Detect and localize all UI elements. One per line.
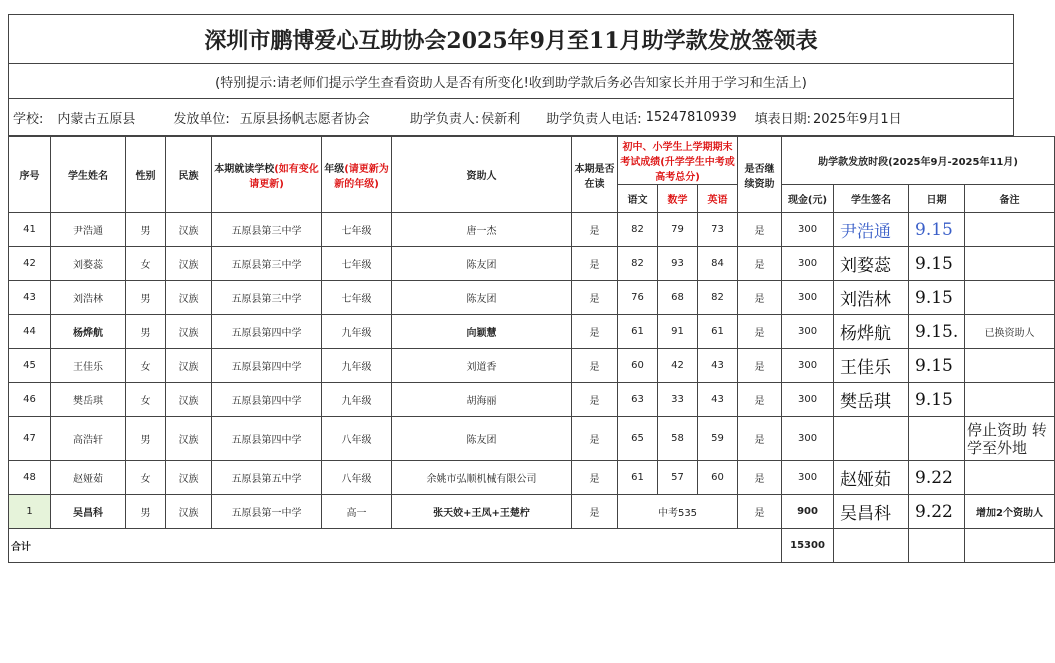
header-math: 数学	[658, 185, 698, 213]
leader-value: 侯新利	[481, 111, 521, 127]
cell-school: 五原县第四中学	[212, 315, 322, 349]
cell-score: 中考535	[618, 495, 738, 529]
cell-name: 尹浩通	[51, 213, 126, 247]
cell-date	[909, 417, 965, 461]
header-period: 助学款发放时段(2025年9月-2025年11月)	[782, 137, 1055, 185]
table-body	[9, 213, 1055, 563]
cell-name: 王佳乐	[51, 349, 126, 383]
cell-enrolled: 是	[572, 495, 618, 529]
table-row	[9, 281, 1055, 315]
header-scores-b: 期期末考试成绩	[620, 142, 733, 168]
cell-math: 91	[658, 315, 698, 349]
cell-grade: 九年级	[322, 349, 392, 383]
cell-note: 停止资助 转学至外地	[965, 417, 1055, 461]
cell-continue: 是	[738, 495, 782, 529]
cell-note: 已换资助人	[965, 315, 1055, 349]
header-school-hint: (如有变化请更新)	[249, 163, 319, 190]
cell-english: 59	[698, 417, 738, 461]
cell-note	[965, 213, 1055, 247]
cell-cash: 300	[782, 383, 834, 417]
cell-date: 9.15	[909, 247, 965, 281]
total-cash: 15300	[782, 529, 834, 563]
cell-math: 42	[658, 349, 698, 383]
cell-signature: 赵娅茹	[834, 461, 909, 495]
cell-school: 五原县第三中学	[212, 281, 322, 315]
header-scores-a: 初中、小学生上学	[622, 142, 703, 153]
cell-grade: 九年级	[322, 315, 392, 349]
cell-continue: 是	[738, 417, 782, 461]
cell-date: 9.22	[909, 495, 965, 529]
cell-name: 杨烨航	[51, 315, 126, 349]
cell-name: 吴昌科	[51, 495, 126, 529]
cell-signature: 尹浩通	[834, 213, 909, 247]
cell-note	[965, 247, 1055, 281]
cell-ethnicity: 汉族	[166, 247, 212, 281]
cell-signature: 王佳乐	[834, 349, 909, 383]
cell-ethnicity: 汉族	[166, 315, 212, 349]
total-empty-cell	[909, 529, 965, 563]
cell-grade: 九年级	[322, 383, 392, 417]
cell-grade: 八年级	[322, 417, 392, 461]
cell-no: 45	[9, 349, 51, 383]
cell-continue: 是	[738, 315, 782, 349]
cell-chinese: 63	[618, 383, 658, 417]
cell-sponsor: 陈友团	[392, 417, 572, 461]
cell-cash: 900	[782, 495, 834, 529]
cell-no: 43	[9, 281, 51, 315]
school-value: 内蒙古五原县	[57, 111, 136, 127]
cell-no: 47	[9, 417, 51, 461]
table-row	[9, 417, 1055, 461]
cell-chinese: 82	[618, 213, 658, 247]
header-date: 日期	[909, 185, 965, 213]
header-gender: 性别	[126, 137, 166, 213]
table-row-new	[9, 495, 1055, 529]
cell-note	[965, 461, 1055, 495]
page-title: 深圳市鹏博爱心互助协会2025年9月至11月助学款发放签领表	[8, 14, 1014, 64]
cell-enrolled: 是	[572, 315, 618, 349]
cell-chinese: 65	[618, 417, 658, 461]
cell-gender: 女	[126, 247, 166, 281]
total-empty-cell	[834, 529, 909, 563]
header-sponsor: 资助人	[392, 137, 572, 213]
cell-enrolled: 是	[572, 213, 618, 247]
cell-date: 9.15	[909, 213, 965, 247]
cell-signature: 刘浩林	[834, 281, 909, 315]
cell-enrolled: 是	[572, 461, 618, 495]
cell-enrolled: 是	[572, 281, 618, 315]
cell-name: 赵娅茹	[51, 461, 126, 495]
header-name: 学生姓名	[51, 137, 126, 213]
cell-chinese: 82	[618, 247, 658, 281]
cell-continue: 是	[738, 213, 782, 247]
cell-english: 84	[698, 247, 738, 281]
cell-english: 43	[698, 349, 738, 383]
cell-ethnicity: 汉族	[166, 495, 212, 529]
header-grade-hint: (请更新为新的年级)	[334, 163, 389, 190]
cell-signature: 杨烨航	[834, 315, 909, 349]
unit-label: 发放单位:	[173, 111, 230, 127]
cell-grade: 七年级	[322, 247, 392, 281]
cell-sponsor: 张天姣+王凤+王楚柠	[392, 495, 572, 529]
cell-enrolled: 是	[572, 247, 618, 281]
cell-chinese: 76	[618, 281, 658, 315]
cell-signature: 樊岳琪	[834, 383, 909, 417]
phone-value: 15247810939	[645, 109, 737, 125]
phone-label: 助学负责人电话:	[546, 111, 642, 127]
total-row	[9, 529, 1055, 563]
cell-no: 1	[9, 495, 51, 529]
cell-gender: 男	[126, 281, 166, 315]
total-label: 合计	[9, 529, 782, 563]
cell-cash: 300	[782, 213, 834, 247]
cell-gender: 男	[126, 495, 166, 529]
cell-school: 五原县第三中学	[212, 247, 322, 281]
info-row	[8, 98, 1014, 136]
cell-school: 五原县第五中学	[212, 461, 322, 495]
cell-gender: 男	[126, 417, 166, 461]
table-row	[9, 247, 1055, 281]
table-row	[9, 461, 1055, 495]
cell-gender: 男	[126, 315, 166, 349]
cell-continue: 是	[738, 247, 782, 281]
cell-english: 43	[698, 383, 738, 417]
cell-cash: 300	[782, 281, 834, 315]
header-school-main: 本期就读学校	[214, 163, 275, 175]
cell-grade: 高一	[322, 495, 392, 529]
cell-date: 9.22	[909, 461, 965, 495]
cell-cash: 300	[782, 349, 834, 383]
cell-signature: 刘婺蕊	[834, 247, 909, 281]
cell-chinese: 61	[618, 461, 658, 495]
total-empty-cell	[965, 529, 1055, 563]
cell-gender: 女	[126, 383, 166, 417]
header-scores	[618, 137, 738, 185]
cell-date: 9.15.	[909, 315, 965, 349]
header-chinese: 语文	[618, 185, 658, 213]
cell-ethnicity: 汉族	[166, 281, 212, 315]
cell-chinese: 61	[618, 315, 658, 349]
cell-continue: 是	[738, 461, 782, 495]
aid-table	[8, 136, 1055, 563]
cell-signature	[834, 417, 909, 461]
header-signature: 学生签名	[834, 185, 909, 213]
cell-date: 9.15	[909, 281, 965, 315]
cell-enrolled: 是	[572, 417, 618, 461]
cell-english: 61	[698, 315, 738, 349]
unit-value: 五原县扬帆志愿者协会	[239, 111, 370, 127]
cell-cash: 300	[782, 461, 834, 495]
header-note: 备注	[965, 185, 1055, 213]
header-school	[212, 137, 322, 213]
cell-sponsor: 胡海丽	[392, 383, 572, 417]
cell-school: 五原县第四中学	[212, 349, 322, 383]
cell-sponsor: 唐一杰	[392, 213, 572, 247]
header-english: 英语	[698, 185, 738, 213]
cell-gender: 女	[126, 349, 166, 383]
header-enrolled: 本期是否在读	[572, 137, 618, 213]
cell-school: 五原县第四中学	[212, 417, 322, 461]
table-row	[9, 349, 1055, 383]
cell-ethnicity: 汉族	[166, 417, 212, 461]
cell-cash: 300	[782, 417, 834, 461]
notice-text: (特别提示:请老师们提示学生查看资助人是否有所变化!收到助学款后务必告知家长并用于学习和生活上)	[8, 64, 1014, 98]
cell-name: 高浩轩	[51, 417, 126, 461]
cell-no: 48	[9, 461, 51, 495]
cell-ethnicity: 汉族	[166, 461, 212, 495]
header-grade	[322, 137, 392, 213]
cell-math: 33	[658, 383, 698, 417]
cell-note	[965, 349, 1055, 383]
cell-enrolled: 是	[572, 383, 618, 417]
cell-note: 增加2个资助人	[965, 495, 1055, 529]
header-continue: 是否继续资助	[738, 137, 782, 213]
cell-english: 60	[698, 461, 738, 495]
cell-math: 58	[658, 417, 698, 461]
cell-no: 44	[9, 315, 51, 349]
fill-date-value: 2025年9月1日	[812, 111, 902, 127]
cell-continue: 是	[738, 281, 782, 315]
table-row	[9, 315, 1055, 349]
cell-sponsor: 刘道香	[392, 349, 572, 383]
header-ethnicity: 民族	[166, 137, 212, 213]
cell-school: 五原县第一中学	[212, 495, 322, 529]
cell-name: 樊岳琪	[51, 383, 126, 417]
cell-chinese: 60	[618, 349, 658, 383]
cell-continue: 是	[738, 349, 782, 383]
cell-math: 79	[658, 213, 698, 247]
sign-off-sheet	[8, 14, 1047, 576]
cell-english: 82	[698, 281, 738, 315]
cell-sponsor: 余姚市弘顺机械有限公司	[392, 461, 572, 495]
header-scores-c: (升学学生中考或高考总分)	[655, 157, 735, 183]
header-grade-main: 年级	[324, 163, 345, 175]
cell-name: 刘婺蕊	[51, 247, 126, 281]
cell-note	[965, 281, 1055, 315]
table-row	[9, 383, 1055, 417]
cell-gender: 男	[126, 213, 166, 247]
cell-sponsor: 陈友团	[392, 281, 572, 315]
cell-math: 68	[658, 281, 698, 315]
cell-sponsor: 陈友团	[392, 247, 572, 281]
cell-sponsor: 向颖慧	[392, 315, 572, 349]
cell-ethnicity: 汉族	[166, 349, 212, 383]
cell-cash: 300	[782, 247, 834, 281]
cell-english: 73	[698, 213, 738, 247]
cell-grade: 七年级	[322, 281, 392, 315]
cell-ethnicity: 汉族	[166, 213, 212, 247]
cell-gender: 女	[126, 461, 166, 495]
header-cash: 现金(元)	[782, 185, 834, 213]
cell-ethnicity: 汉族	[166, 383, 212, 417]
fill-date-label: 填表日期:	[754, 111, 811, 127]
cell-no: 46	[9, 383, 51, 417]
cell-signature: 吴昌科	[834, 495, 909, 529]
cell-enrolled: 是	[572, 349, 618, 383]
table-row	[9, 213, 1055, 247]
school-label: 学校:	[13, 111, 44, 127]
cell-date: 9.15	[909, 349, 965, 383]
cell-school: 五原县第三中学	[212, 213, 322, 247]
leader-label: 助学负责人:	[409, 111, 480, 127]
cell-math: 57	[658, 461, 698, 495]
cell-cash: 300	[782, 315, 834, 349]
cell-grade: 八年级	[322, 461, 392, 495]
cell-continue: 是	[738, 383, 782, 417]
cell-grade: 七年级	[322, 213, 392, 247]
cell-date: 9.15	[909, 383, 965, 417]
cell-no: 42	[9, 247, 51, 281]
cell-no: 41	[9, 213, 51, 247]
cell-name: 刘浩林	[51, 281, 126, 315]
cell-school: 五原县第四中学	[212, 383, 322, 417]
cell-note	[965, 383, 1055, 417]
cell-math: 93	[658, 247, 698, 281]
header-no: 序号	[9, 137, 51, 213]
